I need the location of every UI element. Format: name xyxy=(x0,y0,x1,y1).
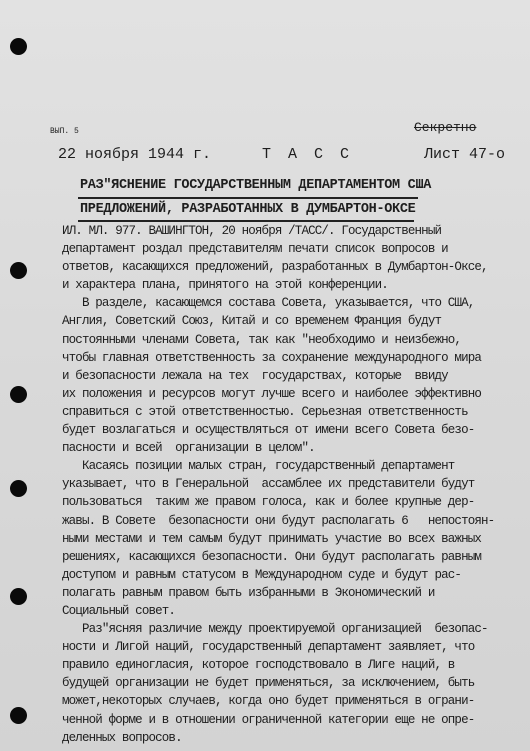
body-line: ности и Лигой наций, государственный департамент заявляет, что xyxy=(62,640,475,655)
body-line: Англия, Советский Союз, Китай и со временем Франция будут xyxy=(62,314,442,329)
body-line: и безопасности лежала на тех государствах, которые ввиду xyxy=(62,368,448,383)
body-line: полагать равным правом быть избранными в Экономический и xyxy=(62,585,435,600)
document-date: 22 ноября 1944 г. xyxy=(58,146,212,163)
body-line: Социальный совет. xyxy=(62,603,176,618)
title-underline xyxy=(78,197,418,199)
body-line: В разделе, касающемся состава Совета, указывается, что США, xyxy=(62,296,475,311)
issue-mark: ВЫП. 5 xyxy=(50,127,79,136)
body-line: чтобы главная ответственность за сохранение международного мира xyxy=(62,350,482,365)
secret-stamp: Секретно xyxy=(414,120,477,135)
body-line: жавы. В Совете безопасности они будут располагать 6 непостоян- xyxy=(62,513,495,528)
body-line: департамент роздал представителям печати список вопросов и xyxy=(62,242,448,257)
body-line: Касаясь позиции малых стран, государственный департамент xyxy=(62,459,455,474)
body-line: Раз"ясняя различие между проектируемой организацией безопас- xyxy=(62,622,488,637)
body-line: деленных вопросов. xyxy=(62,730,182,745)
body-line: пасности и всей организации в целом". xyxy=(62,441,315,456)
body-line: их положения и ресурсов могут лучше всего и наиболее эффективно xyxy=(62,386,482,401)
body-line: ченной форме и в отношении ограниченной категории еще не опре- xyxy=(62,712,475,727)
body-line: ными местами и тем самым будут принимать участие во всех важных xyxy=(62,531,482,546)
sheet-number: Лист 47-о xyxy=(424,146,506,163)
body-line: ИЛ. МЛ. 977. ВАШИНГТОН, 20 ноября /ТАСС/. Государственный xyxy=(62,224,442,238)
body-line: будет возлагаться и осуществляться от имени всего Совета безо- xyxy=(62,423,475,438)
body-line: может,некоторых случаев, когда оно будет применяться в ограни- xyxy=(62,694,475,709)
body-line: справиться с этой ответственностью. Серьезная ответственность xyxy=(62,404,468,419)
punch-hole xyxy=(10,262,27,279)
title-line-2: ПРЕДЛОЖЕНИЙ, РАЗРАБОТАННЫХ В ДУМБАРТОН-ОКСЕ xyxy=(80,202,416,217)
punch-hole xyxy=(10,707,27,724)
body-text xyxy=(62,222,522,747)
body-line: постоянными членами Совета, так как "необходимо и неизбежно, xyxy=(62,332,462,347)
punch-hole xyxy=(10,480,27,497)
body-line: и характера плана, принятого на этой конференции. xyxy=(62,278,388,293)
body-line: указывает, что в Генеральной ассамблее их представители будут xyxy=(62,477,475,492)
body-line: ответов, касающихся предложений, разработанных в Думбартон-Оксе, xyxy=(62,260,488,275)
body-line: будущей организации не будет применяться, за исключением, быть xyxy=(62,676,475,691)
punch-hole xyxy=(10,38,27,55)
body-line: правило единогласия, которое господствовало в Лиге наций, в xyxy=(62,658,455,673)
body-line: пользоваться таким же правом голоса, как и более крупные дер- xyxy=(62,495,475,510)
punch-hole xyxy=(10,386,27,403)
title-line-1: РАЗ"ЯСНЕНИЕ ГОСУДАРСТВЕННЫМ ДЕПАРТАМЕНТОМ США xyxy=(80,178,432,193)
agency-name: Т А С С xyxy=(262,146,354,163)
body-line: решениях, касающихся безопасности. Они будут располагать равным xyxy=(62,549,482,564)
body-line: доступом и равным статусом в Международном суде и будут рас- xyxy=(62,567,462,582)
punch-hole xyxy=(10,588,27,605)
